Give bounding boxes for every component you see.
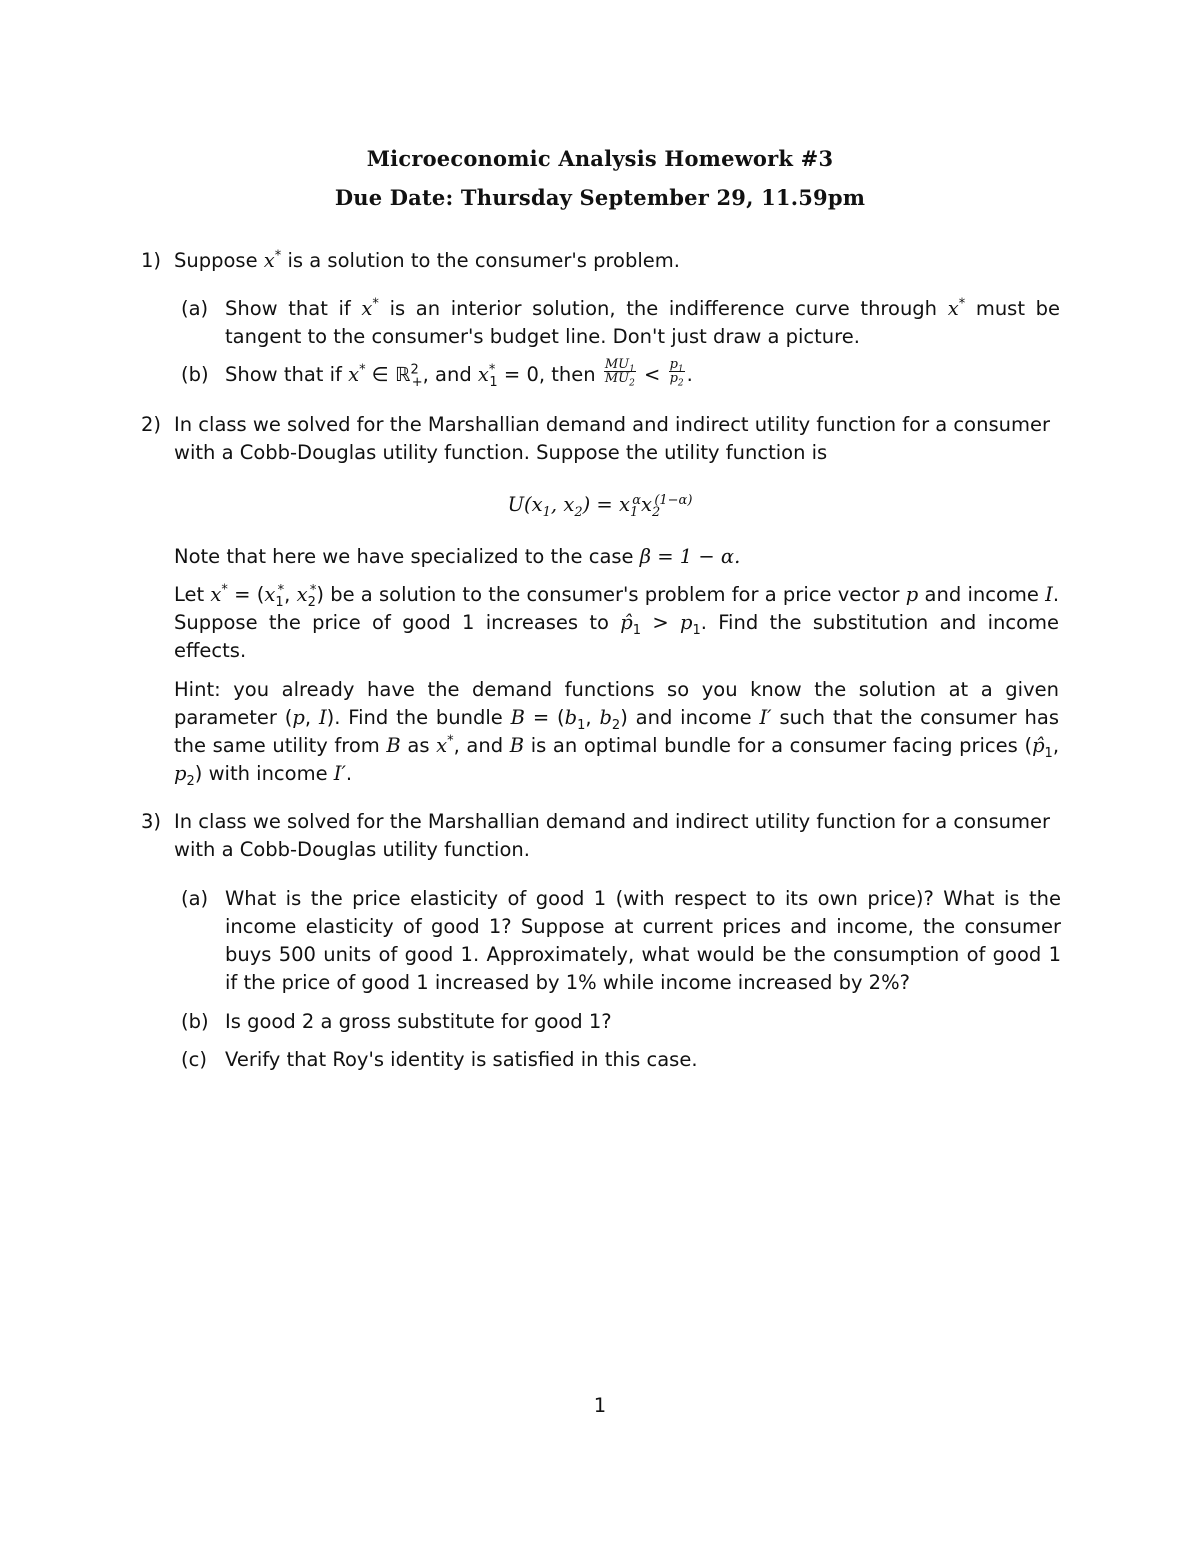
subquestion-label: (a) [181, 887, 209, 910]
document-title: Microeconomic Analysis Homework #3 [366, 146, 834, 171]
question-number: 2) [141, 413, 162, 436]
subquestion-label: (b) [181, 363, 209, 386]
page-number: 1 [593, 1394, 607, 1417]
question-2-note: Note that here we have specialized to the case β = 1 − α. [174, 545, 741, 568]
question-3b-text: Is good 2 a gross substitute for good 1? [225, 1010, 612, 1033]
utility-equation: $U(x_1$, $x_2) = x_1^\alpha x_2^{(1-\alpha)}$ [507, 492, 693, 520]
question-1-text: Suppose x* is a solution to the consumer's problem. [174, 248, 680, 272]
question-1a-text: Show that if x* is an interior solution, the indifference curve through x* must be tangent to the consumer's budget line. Don't just draw a picture. [225, 296, 1060, 348]
question-1b-text: Show that if x* ∈ ℝ$^2_+$, and $x^*_1 = 0$, then $\frac{MU_1}{MU_2}$ < $\frac{p_1}{p_2}$ . [225, 357, 693, 390]
question-2-hint: Hint: you already have the demand functions so you know the solution at a given parameter (p, I). Find the bundle $B = (b_1$, $b_2$) and income I′ such that the consumer has the same utility from B as x*, and B is an optimal bundle for a consumer facing prices ($p̂_1$, $p_2$) with income I′. [174, 678, 1060, 789]
question-2-intro: In class we solved for the Marshallian demand and indirect utility function for a consumer with a Cobb-Douglas utility function. Suppose the utility function is [174, 413, 1050, 464]
marginal-utility-ratio: $\frac{MU_1}{MU_2}$ [604, 357, 635, 389]
due-date: Due Date: Thursday September 29, 11.59pm [334, 185, 866, 210]
question-3c-text: Verify that Roy's identity is satisfied in this case. [225, 1048, 698, 1071]
subquestion-label: (b) [181, 1010, 209, 1033]
question-3a-text: What is the price elasticity of good 1 (with respect to its own price)? What is the income elasticity of good 1? Suppose at current prices and income, the consumer buys 500 units of good 1. Approximately, what would be the consumption of good 1 if the price of good 1 increased by 1% while income increased by 2%? [225, 887, 1061, 994]
question-number: 3) [141, 810, 162, 833]
question-number: 1) [141, 249, 162, 272]
subquestion-label: (c) [181, 1048, 207, 1071]
price-ratio: $\frac{p_1}{p_2}$ [669, 357, 684, 389]
subquestion-label: (a) [181, 297, 209, 320]
question-3-intro: In class we solved for the Marshallian demand and indirect utility function for a consumer with a Cobb-Douglas utility function. [174, 810, 1050, 861]
question-2-setup: Let $x^* = (x_1^*$, $x_2^*$) be a solution to the consumer's problem for a price vector p and income I. Suppose the price of good 1 increases to $p̂_1 > p_1$. Find the substitution and income effects. [174, 582, 1060, 662]
